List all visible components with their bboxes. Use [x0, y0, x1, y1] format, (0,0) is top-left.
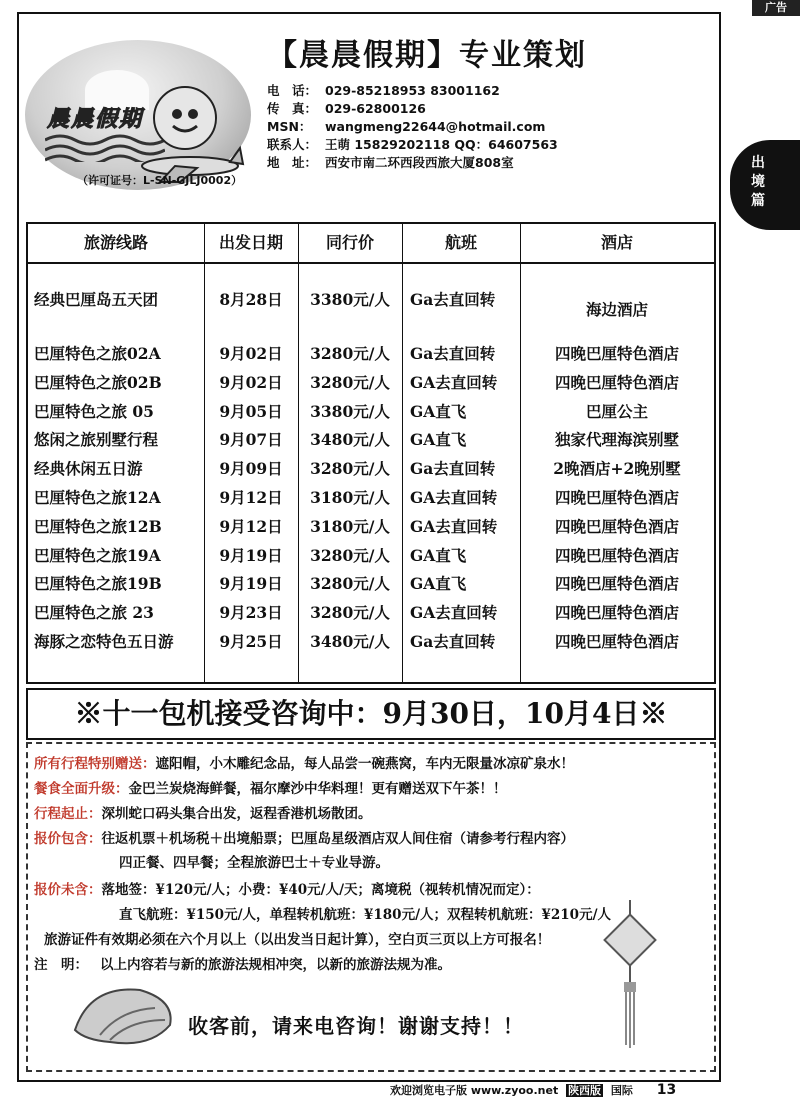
cell-route: 巴厘特色之旅 23 [34, 603, 154, 623]
cell-hotel: 独家代理海滨别墅 [554, 430, 679, 450]
page-footer [390, 1082, 676, 1098]
page-title: 【晨晨假期】专业策划 [267, 38, 587, 73]
cell-price: 3280元/人 [310, 459, 390, 479]
cell-flight: Ga去直回转 [410, 290, 496, 309]
cell-date: 9月19日 [219, 545, 283, 565]
cell-hotel: 四晚巴厘特色酒店 [554, 545, 679, 565]
include-line-2: 四正餐、四早餐；全程旅游巴士＋专业导游。 [119, 855, 389, 871]
cell-route: 经典巴厘岛五天团 [34, 290, 159, 309]
meal-line: 餐食全面升级：金巴兰炭烧海鲜餐，福尔摩沙中华料理！更有赠送双下午茶！！ [34, 781, 507, 797]
cell-date: 9月25日 [219, 632, 283, 651]
cell-date: 9月19日 [219, 574, 283, 594]
contact-msn: MSN： wangmeng22644@hotmail.com [267, 119, 546, 134]
cell-route: 巴厘特色之旅 05 [34, 401, 154, 421]
cell-route: 巴厘特色之旅02A [34, 344, 161, 363]
cell-hotel: 四晚巴厘特色酒店 [554, 574, 679, 594]
header-date: 出发日期 [218, 233, 283, 252]
header [17, 12, 721, 212]
cell-price: 3280元/人 [310, 545, 390, 565]
cell-flight: GA直飞 [410, 574, 467, 594]
cell-flight: GA直飞 [410, 401, 467, 421]
table-header [28, 224, 714, 264]
footer-edition: 陕西版 [568, 1084, 602, 1097]
cell-price: 3180元/人 [310, 488, 390, 507]
cell-price: 3280元/人 [310, 603, 390, 623]
logo-text: 晨晨假期 [47, 106, 144, 132]
cell-price: 3380元/人 [310, 401, 390, 421]
cell-hotel: 2晚酒店+2晚别墅 [553, 459, 681, 479]
cell-flight: GA去直回转 [410, 603, 498, 623]
header-route: 旅游线路 [83, 233, 148, 252]
disclaimer-line: 注 明： 以上内容若与新的旅游法规相冲突，以新的旅游法规为准。 [34, 957, 451, 973]
ad-label: 广告 [752, 0, 800, 16]
cell-route: 巴厘特色之旅19A [34, 545, 161, 565]
contact-person: 联系人： 王萌 15829202118 QQ：64607563 [267, 137, 558, 152]
cell-price: 3280元/人 [310, 372, 390, 392]
header-hotel: 酒店 [600, 233, 633, 252]
cell-price: 3380元/人 [310, 290, 390, 309]
cell-flight: Ga去直回转 [410, 344, 496, 363]
cell-hotel: 巴厘公主 [585, 401, 648, 421]
cell-hotel: 四晚巴厘特色酒店 [554, 372, 679, 392]
cell-flight: GA去直回转 [410, 516, 498, 536]
footer-section: 国际 [610, 1084, 633, 1097]
cell-date: 9月12日 [219, 516, 283, 536]
header-flight: 航班 [444, 233, 477, 252]
footer-site: 欢迎浏览电子版 www.zyoo.net [390, 1084, 559, 1097]
cell-flight: Ga去直回转 [410, 459, 496, 479]
cell-date: 9月23日 [219, 603, 283, 623]
contact-block [267, 82, 558, 172]
gift-line: 所有行程特别赠送：遮阳帽，小木雕纪念品，每人品尝一碗燕窝，车内无限量冰凉矿泉水！ [34, 756, 574, 772]
license-number: （许可证号：L-SN-GJLJ0002） [77, 174, 243, 187]
mascot-icon [153, 86, 217, 150]
cell-price: 3280元/人 [310, 574, 390, 594]
trip-line: 行程起止：深圳蛇口码头集合出发，返程香港机场散团。 [34, 806, 372, 822]
cell-flight: GA直飞 [410, 430, 467, 450]
cell-route: 巴厘特色之旅12B [34, 516, 162, 536]
exclude-line: 报价未含：落地签：¥120元/人；小费：¥40元/人/天；离境税（视转机情况而定）： [34, 882, 540, 898]
contact-phone: 电 话： 029-85218953 83001162 [267, 83, 500, 98]
cell-hotel: 四晚巴厘特色酒店 [554, 632, 679, 651]
contact-address: 地 址： 西安市南二环西段西旅大厦808室 [267, 155, 514, 170]
header-price: 同行价 [325, 233, 374, 252]
cell-route: 经典休闲五日游 [34, 459, 143, 479]
cell-route: 海豚之恋特色五日游 [34, 632, 174, 651]
chinese-knot-icon [600, 900, 660, 1050]
cell-route: 巴厘特色之旅19B [34, 574, 162, 594]
passport-note: 旅游证件有效期必须在六个月以上（以出发当日起计算），空白页三页以上方可报名！ [44, 932, 551, 948]
cell-route: 巴厘特色之旅12A [34, 488, 161, 507]
cell-route: 悠闲之旅别墅行程 [34, 430, 159, 450]
cell-price: 3480元/人 [310, 632, 390, 651]
cell-date: 9月02日 [219, 344, 283, 363]
contact-fax: 传 真： 029-62800126 [267, 101, 426, 116]
cell-price: 3480元/人 [310, 430, 390, 450]
cell-hotel: 四晚巴厘特色酒店 [554, 488, 679, 507]
cell-date: 9月02日 [219, 372, 283, 392]
cell-hotel: 海边酒店 [585, 300, 648, 319]
cell-hotel: 四晚巴厘特色酒店 [554, 516, 679, 536]
itinerary-table [26, 222, 716, 684]
cell-flight: Ga去直回转 [410, 632, 496, 651]
charter-banner: ※十一包机接受咨询中：9月30日，10月4日※ [26, 688, 716, 740]
cell-date: 9月05日 [219, 401, 283, 421]
page-number: 13 [656, 1082, 677, 1098]
section-tab: 出境篇 [730, 140, 800, 230]
cell-hotel: 四晚巴厘特色酒店 [554, 344, 679, 363]
exclude-line-2: 直飞航班：¥150元/人，单程转机航班：¥180元/人；双程转机航班：¥210元/人 [119, 907, 612, 923]
cell-flight: GA直飞 [410, 545, 467, 565]
cell-price: 3180元/人 [310, 516, 390, 536]
cell-flight: GA去直回转 [410, 488, 498, 507]
cell-date: 9月09日 [219, 459, 283, 479]
cell-date: 9月07日 [219, 430, 283, 450]
cell-price: 3280元/人 [310, 344, 390, 363]
cell-date: 9月12日 [219, 488, 283, 507]
cell-hotel: 四晚巴厘特色酒店 [554, 603, 679, 623]
cell-date: 8月28日 [219, 290, 283, 309]
conch-shell-icon [70, 980, 180, 1050]
cell-flight: GA去直回转 [410, 372, 498, 392]
include-line: 报价包含：往返机票＋机场税＋出境船票；巴厘岛星级酒店双人间住宿（请参考行程内容） [34, 831, 574, 847]
brand-logo [25, 40, 251, 190]
closing-message: 收客前，请来电咨询！谢谢支持！！ [188, 1014, 524, 1038]
column-divider [402, 224, 403, 682]
cell-route: 巴厘特色之旅02B [34, 372, 162, 392]
